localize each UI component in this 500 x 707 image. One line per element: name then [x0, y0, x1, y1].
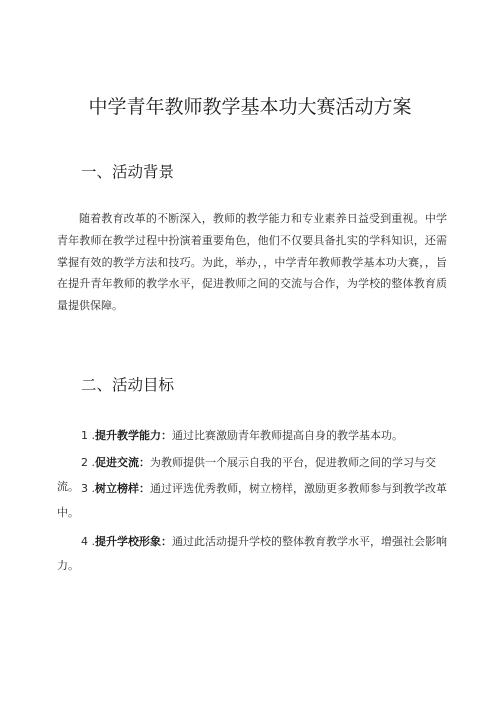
section-heading-background: 一、活动背景: [81, 163, 175, 181]
goal-number: 4 .: [81, 535, 95, 548]
goal-text: 通过此活动提升学校的整体教育教学水平，增强社会影响力。: [57, 535, 447, 572]
goal-item: [57, 424, 449, 448]
goal-number: 3 .: [81, 482, 95, 495]
goal-label: 促进交流：: [95, 456, 150, 469]
goal-label: 提升学校形象：: [95, 535, 172, 548]
goal-number: 2 .: [81, 456, 95, 469]
document-title: 中学青年教师教学基本功大赛活动方案: [88, 96, 412, 118]
goal-label: 树立榜样：: [95, 482, 150, 495]
goal-text: 通过比赛激励青年教师提高自身的教学基本功。: [172, 429, 403, 442]
goal-label: 提升教学能力：: [95, 429, 172, 442]
goal-item: [57, 530, 449, 578]
background-paragraph: 随着教育改革的不断深入，教师的教学能力和专业素养日益受到重视。中学青年教师在教学过程中扮演着重要角色，他们不仅要具备扎实的学科知识，还需掌握有效的教学方法和技巧。为此，举办，，中学青年教师教学基本功大赛，，旨在提升青年教师的教学水平，促进教师之间的交流与合作，为学校的整体教育质量提供保障。: [57, 212, 447, 313]
goal-item: [57, 477, 449, 525]
goal-number: 1 .: [81, 429, 95, 442]
section-heading-goals: 二、活动目标: [81, 376, 175, 394]
goal-text: 通过评选优秀教师，树立榜样，激励更多教师参与到教学改革中。: [57, 482, 447, 519]
goal-text: 为教师提供一个展示自我的平台，促进教师之间的学习与交流。: [57, 456, 436, 493]
